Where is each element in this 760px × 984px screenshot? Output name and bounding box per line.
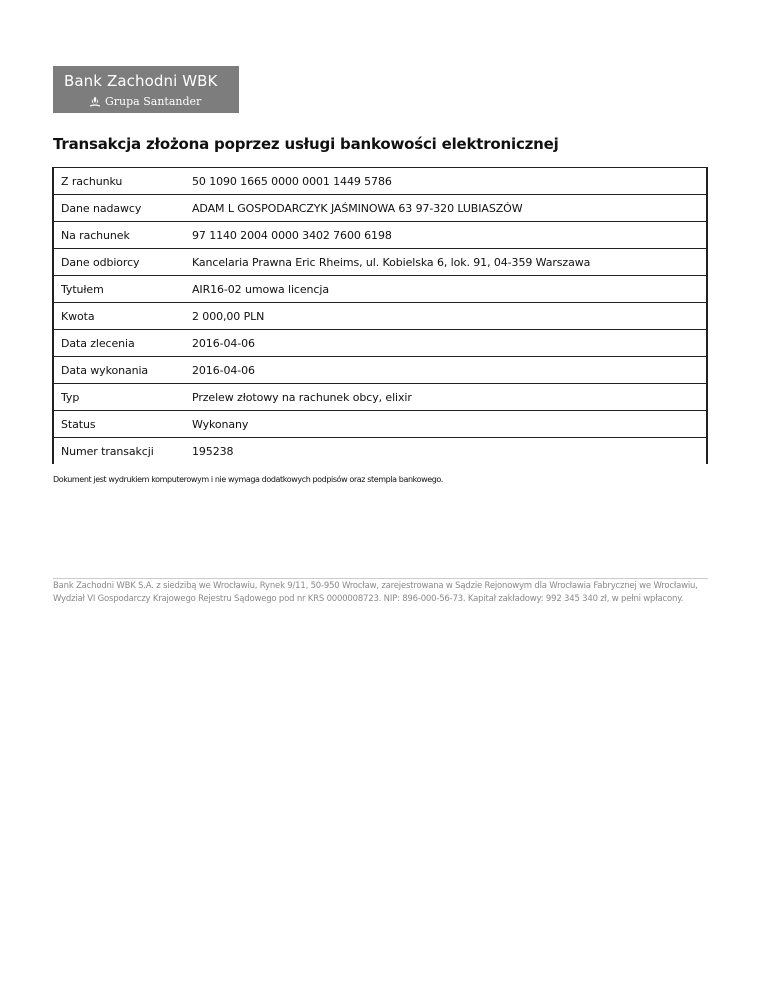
table-row-recipient [53, 249, 707, 276]
row-label: Kwota [53, 303, 185, 330]
table-row-amount [53, 303, 707, 330]
row-value: 2016-04-06 [185, 330, 707, 357]
table-row-transaction-number [53, 438, 707, 465]
row-label: Tytułem [53, 276, 185, 303]
row-value: 97 1140 2004 0000 3402 7600 6198 [185, 222, 707, 249]
table-row-from-account [53, 168, 707, 195]
row-label: Numer transakcji [53, 438, 185, 465]
table-row-title [53, 276, 707, 303]
row-value: 195238 [185, 438, 707, 465]
table-row-status [53, 411, 707, 438]
page-title: Transakcja złożona poprzez usługi bankowości elektronicznej [53, 135, 559, 153]
logo-group-name: Grupa Santander [105, 95, 202, 108]
row-value: 50 1090 1665 0000 0001 1449 5786 [185, 168, 707, 195]
table-row-to-account [53, 222, 707, 249]
footer-divider [53, 578, 708, 579]
document-notice: Dokument jest wydrukiem komputerowym i nie wymaga dodatkowych podpisów oraz stempla bankowego. [53, 475, 443, 484]
row-value: Kancelaria Prawna Eric Rheims, ul. Kobielska 6, lok. 91, 04-359 Warszawa [185, 249, 707, 276]
row-value: AIR16-02 umowa licencja [185, 276, 707, 303]
row-label: Na rachunek [53, 222, 185, 249]
row-value: 2 000,00 PLN [185, 303, 707, 330]
row-value: 2016-04-06 [185, 357, 707, 384]
row-label: Data wykonania [53, 357, 185, 384]
row-label: Data zlecenia [53, 330, 185, 357]
table-row-type [53, 384, 707, 411]
row-label: Dane nadawcy [53, 195, 185, 222]
table-row-order-date [53, 330, 707, 357]
row-label: Dane odbiorcy [53, 249, 185, 276]
transaction-details-table [52, 167, 708, 464]
row-label: Z rachunku [53, 168, 185, 195]
row-value: ADAM L GOSPODARCZYK JAŚMINOWA 63 97-320 LUBIASZÓW [185, 195, 707, 222]
table-row-sender [53, 195, 707, 222]
row-label: Typ [53, 384, 185, 411]
santander-flame-icon [89, 96, 101, 107]
footer-legal-text: Bank Zachodni WBK S.A. z siedzibą we Wrocławiu, Rynek 9/11, 50-950 Wrocław, zarejestrowana w Sądzie Rejonowym dla Wrocławia Fabrycznej we Wrocławiu, Wydział VI Gospodarczy Krajowego Rejestru Sądowego pod nr KRS 0000008723. NIP: 896-000-56-73. Kapitał zakładowy: 992 345 340 zł, w pełni wpłacony. [53, 581, 698, 604]
table-row-execution-date [53, 357, 707, 384]
logo-group [89, 95, 201, 108]
row-label: Status [53, 411, 185, 438]
row-value: Wykonany [185, 411, 707, 438]
bank-logo [53, 66, 239, 113]
logo-bank-name: Bank Zachodni WBK [64, 72, 218, 90]
row-value: Przelew złotowy na rachunek obcy, elixir [185, 384, 707, 411]
